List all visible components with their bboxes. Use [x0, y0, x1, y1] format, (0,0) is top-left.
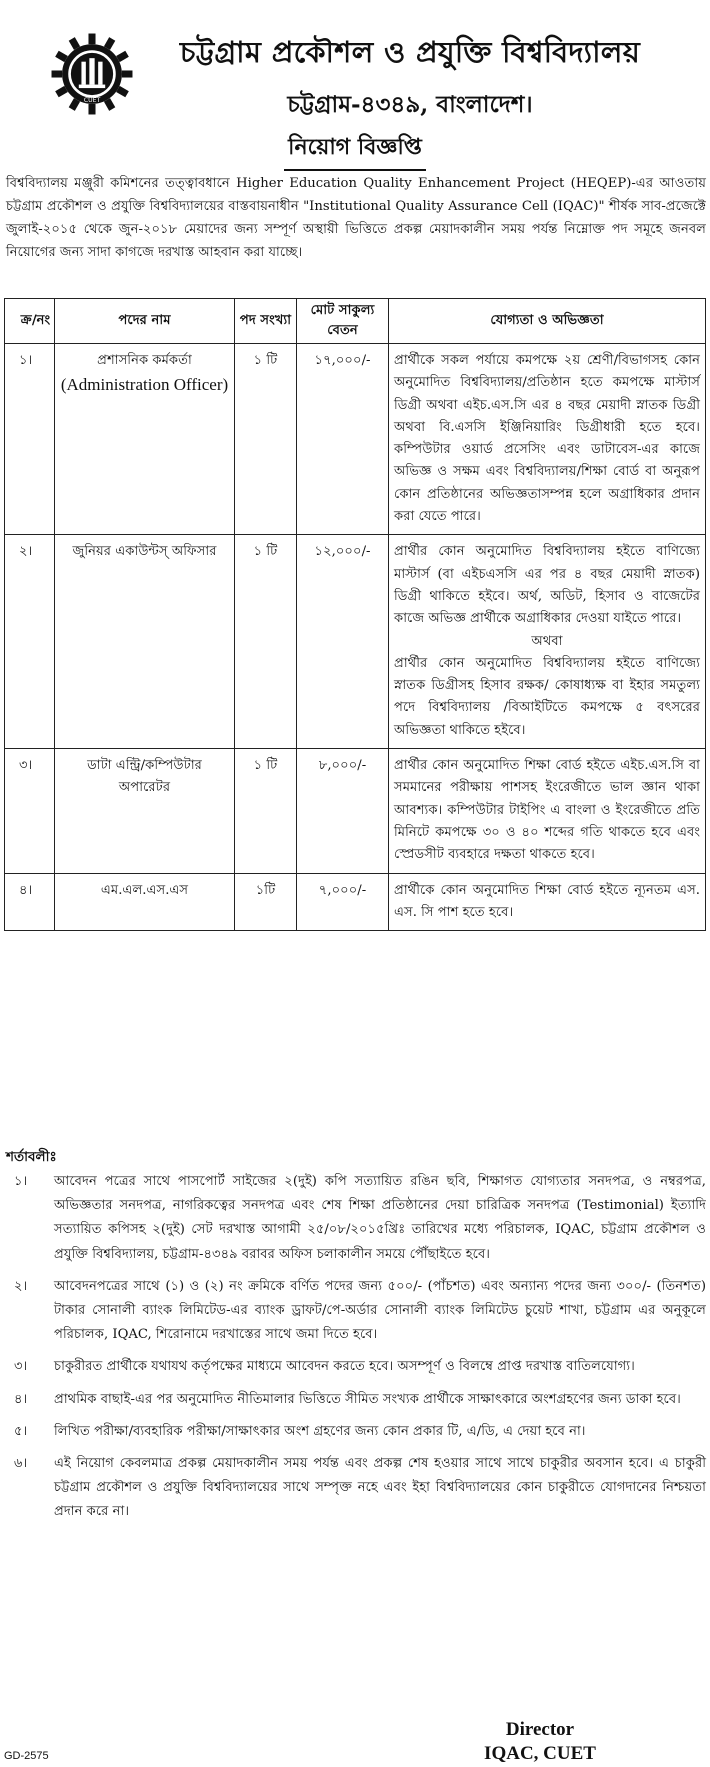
row-post-name: এম.এল.এস.এস: [55, 873, 235, 931]
university-address: চট্টগ্রাম-৪৩৪৯, বাংলাদেশ।: [287, 91, 533, 118]
row-qualification: [389, 535, 706, 749]
signature-block: [465, 1718, 615, 1766]
list-item: [6, 1170, 706, 1267]
table-row: [5, 344, 706, 535]
list-item: [6, 1420, 706, 1444]
term-number: ৪।: [14, 1391, 28, 1407]
qualification-or: অথবা: [531, 633, 563, 649]
row-count: ১ টি: [235, 535, 297, 749]
list-item: [6, 1452, 706, 1525]
table-row: [5, 535, 706, 749]
post-name-en: (Administration Officer): [60, 375, 229, 395]
list-item: [6, 1388, 706, 1412]
row-salary: ৮,০০০/-: [297, 749, 389, 873]
terms-title: শর্তাবলীঃ: [6, 1149, 57, 1165]
header-post-name: পদের নাম: [55, 299, 235, 344]
term-text: প্রাথমিক বাছাই-এর পর অনুমোদিত নীতিমালার ভিত্তিতে সীমিত সংখ্যক প্রার্থীকে সাক্ষাৎকারে অংশগ্রহণের জন্য ডাকা হবে।: [54, 1391, 681, 1407]
term-text: আবেদনপত্রের সাথে (১) ও (২) নং ক্রমিকে বর্ণিত পদের জন্য ৫০০/- (পাঁচশত) এবং অন্যান্য পদের জন্য ৩০০/- (তিনশত) টাকার সোনালী ব্যাংক লিমিটেড-এর ব্যাংক ড্রাফট/পে-অর্ডার সোনালী ব্যাংক লিমিটেড চুয়েট শাখা, চট্টগ্রাম এর অনুকূলে পরিচালক, IQAC, শিরোনামে দরখাস্তের সাথে জমা দিতে হবে।: [54, 1278, 706, 1343]
row-salary: ১২,০০০/-: [297, 535, 389, 749]
list-item: [6, 1275, 706, 1348]
term-text: আবেদন পত্রের সাথে পাসপোর্ট সাইজের ২(দুই) কপি সত্যায়িত রঙিন ছবি, শিক্ষাগত যোগ্যতার সনদপত্র, ও নম্বরপত্র, অভিজ্ঞতার সনদপত্র, নাগরিকত্বের সনদপত্র এবং শেষ শিক্ষা প্রতিষ্ঠানের দেয়া চারিত্রিক সনদপত্র (Testimonial) ইত্যাদি সত্যায়িত কপিসহ ২(দুই) সেট দরখাস্ত আগামী ২৫/০৮/২০১৫খ্রিঃ তারিখের মধ্যে পরিচালক, IQAC, চট্টগ্রাম প্রকৌশল ও প্রযুক্তি বিশ্ববিদ্যালয়, চট্টগ্রাম-৪৩৪৯ বরাবর অফিস চলাকালীন সময়ে পৌঁছাইতে হবে।: [54, 1174, 706, 1262]
university-name: চট্টগ্রাম প্রকৌশল ও প্রযুক্তি বিশ্ববিদ্যালয়: [179, 35, 641, 69]
row-serial: ৪।: [5, 873, 55, 931]
row-post-name: ডাটা এন্ট্রি/কম্পিউটার অপারেটর: [55, 749, 235, 873]
cuet-logo-icon: [48, 30, 136, 118]
term-number: ৩।: [14, 1359, 28, 1375]
row-qualification: প্রার্থীকে কোন অনুমোদিত শিক্ষা বোর্ড হইতে ন্যূনতম এস. এস. সি পাশ হতে হবে।: [389, 873, 706, 931]
intro-paragraph: বিশ্ববিদ্যালয় মঞ্জুরী কমিশনের তত্ত্বাবধানে Higher Education Quality Enhancement Project (HEQEP)-এর আওতায় চট্টগ্রাম প্রকৌশল ও প্রযুক্তি বিশ্ববিদ্যালয়ের বাস্তবায়নাধীন "Institutional Quality Assurance Cell (IQAC)" শীর্ষক সাব-প্রজেক্টে জুলাই-২০১৫ থেকে জুন-২০১৮ মেয়াদের জন্য সম্পূর্ণ অস্থায়ী ভিত্তিতে প্রকল্প মেয়াদকালীন সময় পর্যন্ত নিম্নোক্ত পদ সমূহে জনবল নিয়োগের জন্য সাদা কাগজে দরখাস্ত আহবান করা যাচ্ছে।: [6, 176, 706, 260]
notice-title-text: নিয়োগ বিজ্ঞপ্তি: [284, 130, 426, 171]
term-number: ২।: [14, 1278, 28, 1294]
row-qualification: প্রার্থীকে সকল পর্যায়ে কমপক্ষে ২য় শ্রেণী/বিভাগসহ কোন অনুমোদিত বিশ্ববিদ্যালয়/প্রতিষ্ঠান হতে কমপক্ষে মাস্টার্স ডিগ্রী অথবা এইচ.এস.সি এর ৪ বছর মেয়াদী স্নাতক ডিগ্রী অথবা বি.এসসি ইঞ্জিনিয়ারিং ডিগ্রীধারী হতে হবে। কম্পিউটার ওয়ার্ড প্রসেসিং এবং ডাটাবেস-এর কাজে অভিজ্ঞ ও সক্ষম এবং বিশ্ববিদ্যালয়/শিক্ষা বোর্ড বা অনুরূপ কোন প্রতিষ্ঠানের অভিজ্ঞতাসম্পন্ন হলে অগ্রাধিকার প্রদান করা যেতে পারে।: [389, 344, 706, 535]
list-item: [6, 1355, 706, 1379]
row-post-name: [55, 344, 235, 535]
signature-org: IQAC, CUET: [484, 1743, 596, 1764]
term-number: ৫।: [14, 1423, 28, 1439]
header-serial: ক্র/নং: [5, 299, 55, 344]
header-qualification: যোগ্যতা ও অভিজ্ঞতা: [389, 299, 706, 344]
row-serial: ২।: [5, 535, 55, 749]
post-name-bn: প্রশাসনিক কর্মকর্তা: [97, 353, 192, 368]
signature-title: Director: [505, 1719, 575, 1740]
ad-code: GD-2575: [4, 1750, 49, 1762]
table-header-row: [5, 299, 706, 344]
term-text: লিখিত পরীক্ষা/ব্যবহারিক পরীক্ষা/সাক্ষাৎকার অংশ গ্রহণের জন্য কোন প্রকার টি, এ/ডি, এ দেয়া হবে না।: [54, 1423, 586, 1439]
row-post-name: জুনিয়র একাউন্টস্ অফিসার: [55, 535, 235, 749]
term-number: ১।: [14, 1174, 28, 1189]
table-row: [5, 873, 706, 931]
svg-text:CUET: CUET: [83, 97, 101, 105]
row-count: ১টি: [235, 873, 297, 931]
row-qualification: প্রার্থীর কোন অনুমোদিত শিক্ষা বোর্ড হইতে এইচ.এস.সি বা সমমানের পরীক্ষায় পাশসহ ইংরেজীতে ভাল জ্ঞান থাকা আবশ্যক। কম্পিউটার টাইপিং এ বাংলা ও ইংরেজীতে প্রতি মিনিটে কমপক্ষে ৩০ ও ৪০ শব্দের গতি থাকতে হবে এবং স্প্রেডসীট ব্যবহারে দক্ষতা থাকতে হবে।: [389, 749, 706, 873]
row-serial: ৩।: [5, 749, 55, 873]
qualification-alt: প্রার্থীর কোন অনুমোদিত বিশ্ববিদ্যালয় হইতে বাণিজ্যে স্নাতক ডিগ্রীসহ হিসাব রক্ষক/ কোষাধ্যক্ষ বা ইহার সমতুল্য পদে বিশ্ববিদ্যালয় /বিআইটিতে কমপক্ষে ৫ বৎসরের অভিজ্ঞতা থাকিতে হইবে।: [394, 655, 700, 738]
row-serial: ১।: [5, 344, 55, 535]
header-salary: মোট সাকুল্য বেতন: [297, 299, 389, 344]
term-text: এই নিয়োগ কেবলমাত্র প্রকল্প মেয়াদকালীন সময় পর্যন্ত এবং প্রকল্প শেষ হওয়ার সাথে সাথে চাকুরীর অবসান হবে। এ চাকুরী চট্টগ্রাম প্রকৌশল ও প্রযুক্তি বিশ্ববিদ্যালয়ের সাথে সম্পৃক্ত নহে এবং ইহা বিশ্ববিদ্যালয়ের কোন চাকুরীতে যোগদানের নিশ্চয়তা প্রদান করে না।: [54, 1456, 706, 1520]
row-count: ১ টি: [235, 749, 297, 873]
header-post-count: পদ সংখ্যা: [235, 299, 297, 344]
row-count: ১ টি: [235, 344, 297, 535]
term-text: চাকুরীরত প্রার্থীকে যথাযথ কর্তৃপক্ষের মাধ্যমে আবেদন করতে হবে। অসম্পূর্ণ ও বিলম্বে প্রাপ্ত দরখাস্ত বাতিলযোগ্য।: [54, 1359, 635, 1375]
posts-table: [4, 298, 706, 931]
table-row: [5, 749, 706, 873]
header: [0, 8, 710, 118]
qualification-main: প্রার্থীর কোন অনুমোদিত বিশ্ববিদ্যালয় হইতে বাণিজ্যে মাস্টার্স (বা এইচএসসি এর পর ৪ বছর মেয়াদী স্নাতক) ডিগ্রী থাকিতে হইবে। অর্থ, অডিট, হিসাব ও বাজেটের কাজে অভিজ্ঞ প্রার্থীকে অগ্রাধিকার দেওয়া যাইতে পারে।: [394, 544, 700, 627]
term-number: ৬।: [14, 1456, 28, 1472]
row-salary: ১৭,০০০/-: [297, 344, 389, 535]
terms-list: [6, 1170, 706, 1533]
notice-title: [0, 130, 710, 171]
row-salary: ৭,০০০/-: [297, 873, 389, 931]
